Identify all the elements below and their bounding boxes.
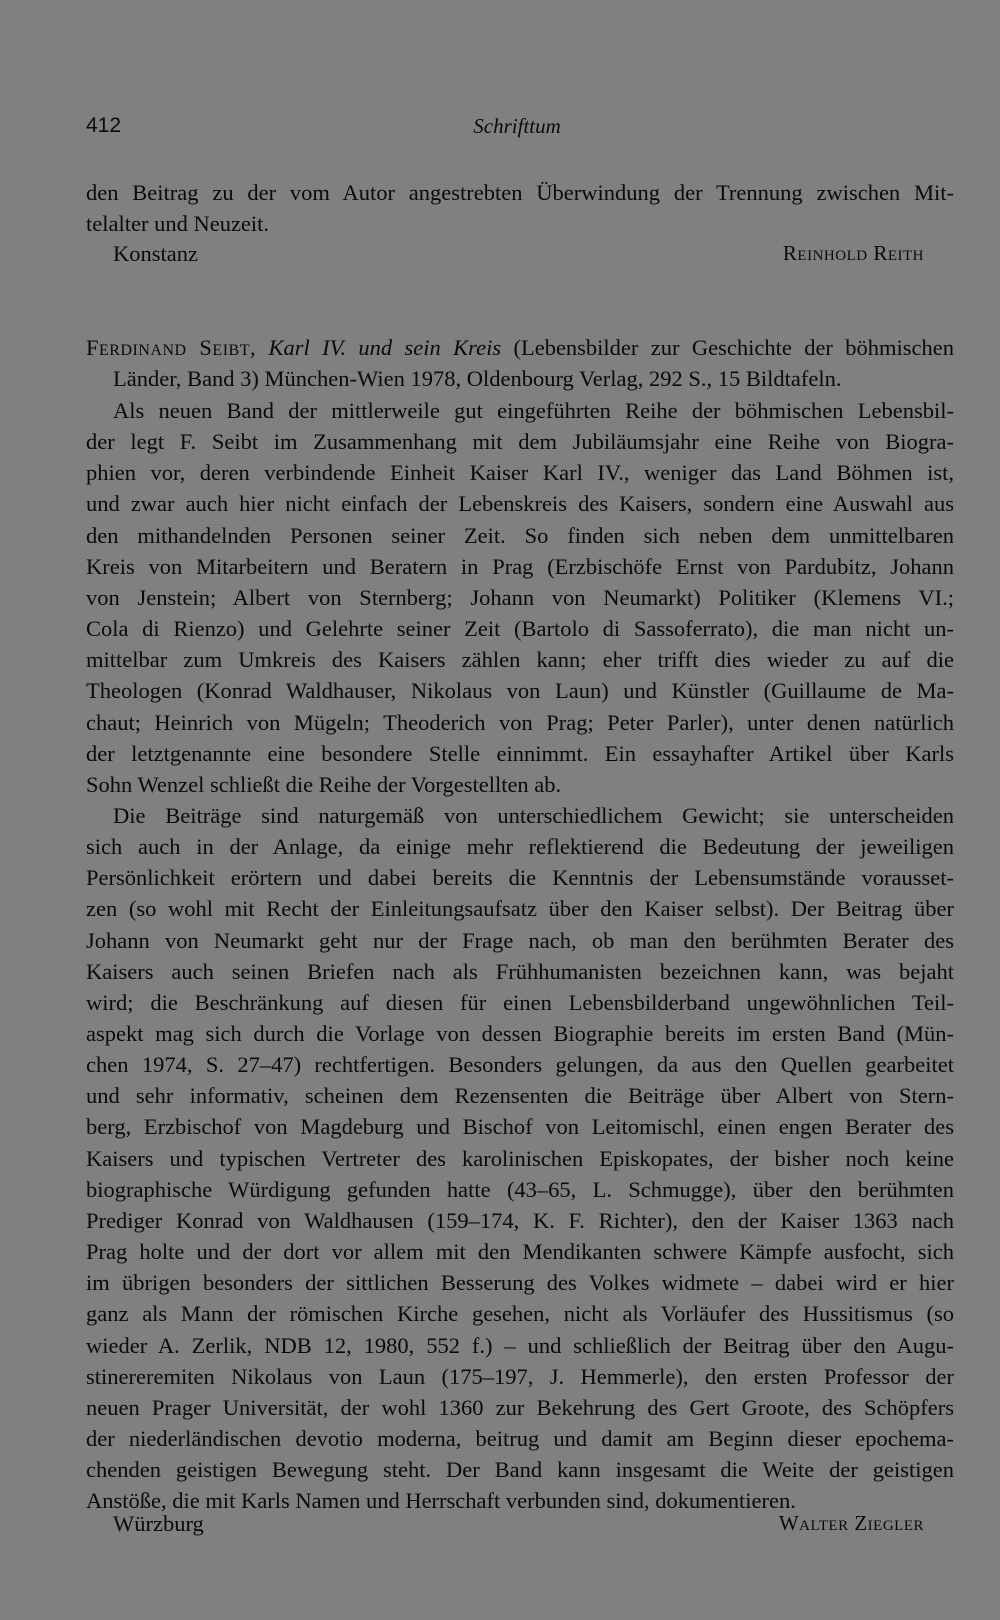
body-line: Kreis von Mitarbeitern und Beratern in Prag (Erzbischöfe Ernst von Pardubitz, Johann bbox=[86, 554, 954, 579]
page-number: 412 bbox=[86, 114, 122, 137]
review-author: Ferdinand Seibt, bbox=[86, 335, 257, 360]
review1-place: Konstanz bbox=[113, 241, 198, 266]
body-line: chenden geistigen Bewegung steht. Der Band kann insgesamt die Weite der geistigen bbox=[86, 1457, 954, 1482]
body-line: Kaisers auch seinen Briefen nach als Frühhumanisten bezeichnen kann, was bejaht bbox=[86, 959, 954, 984]
body-line: Anstöße, die mit Karls Namen und Herrschaft verbunden sind, dokumentieren. bbox=[86, 1488, 796, 1513]
biblio-line-2: Länder, Band 3) München-Wien 1978, Oldenbourg Verlag, 292 S., 15 Bildtafeln. bbox=[113, 366, 842, 391]
body-line: berg, Erzbischof von Magdeburg und Bischof von Leitomischl, einen engen Berater des bbox=[86, 1114, 954, 1139]
body-line: chaut; Heinrich von Mügeln; Theoderich von Prag; Peter Parler), unter denen natürlich bbox=[86, 710, 954, 735]
body-line: aspekt mag sich durch die Vorlage von dessen Biographie bereits im ersten Band (Mün- bbox=[86, 1021, 954, 1046]
review-series: (Lebensbilder zur Geschichte der böhmischen bbox=[513, 335, 955, 360]
review-place: Würzburg bbox=[113, 1511, 204, 1536]
review-book-title: Karl IV. und sein Kreis bbox=[268, 335, 502, 360]
body-line: Prediger Konrad von Waldhausen (159–174, K. F. Richter), den der Kaiser 1363 nach bbox=[86, 1208, 954, 1233]
body-line: zen (so wohl mit Recht der Einleitungsaufsatz über den Kaiser selbst). Der Beitrag über bbox=[86, 896, 954, 921]
page-header bbox=[86, 114, 948, 144]
body-line: und sehr informativ, scheinen dem Rezensenten die Beiträge über Albert von Stern- bbox=[86, 1083, 954, 1108]
body-line: Prag holte und der dort vor allem mit den Mendikanten schwere Kämpfe ausfocht, sich bbox=[86, 1239, 954, 1264]
body-line: Kaisers und typischen Vertreter des karolinischen Episkopates, der bisher noch keine bbox=[86, 1146, 954, 1171]
body-line: sich auch in der Anlage, da einige mehr reflektierend die Bedeutung der jeweiligen bbox=[86, 834, 954, 859]
body-line: der legt F. Seibt im Zusammenhang mit dem Jubiläumsjahr eine Reihe von Biogra- bbox=[86, 429, 954, 454]
review1-line: telalter und Neuzeit. bbox=[86, 211, 270, 236]
review-signature: Walter Ziegler bbox=[778, 1511, 924, 1535]
body-line: chen 1974, S. 27–47) rechtfertigen. Besonders gelungen, da aus den Quellen gearbeitet bbox=[86, 1052, 954, 1077]
body-line: Johann von Neumarkt geht nur der Frage nach, ob man den berühmten Berater des bbox=[86, 928, 954, 953]
body-line: biographische Würdigung gefunden hatte (43–65, L. Schmugge), über den berühmten bbox=[86, 1177, 954, 1202]
body-line: Sohn Wenzel schließt die Reihe der Vorgestellten ab. bbox=[86, 772, 562, 797]
body-line: stinereremiten Nikolaus von Laun (175–197, J. Hemmerle), den ersten Professor der bbox=[86, 1364, 954, 1389]
biblio-line-1 bbox=[86, 333, 954, 363]
body-line: von Jenstein; Albert von Sternberg; Johann von Neumarkt) Politiker (Klemens VI.; bbox=[86, 585, 954, 610]
body-line: Persönlichkeit erörtern und dabei bereits die Kenntnis der Lebensumstände vorausset- bbox=[86, 865, 954, 890]
body-line: Die Beiträge sind naturgemäß von unterschiedlichem Gewicht; sie unterscheiden bbox=[113, 803, 954, 828]
body-line: Theologen (Konrad Waldhauser, Nikolaus von Laun) und Künstler (Guillaume de Ma- bbox=[86, 678, 954, 703]
body-line: Als neuen Band der mittlerweile gut eingeführten Reihe der böhmischen Lebensbil- bbox=[113, 398, 954, 423]
body-line: mittelbar zum Umkreis des Kaisers zählen kann; eher trifft dies wieder zu auf die bbox=[86, 647, 954, 672]
review1-line: den Beitrag zu der vom Autor angestrebten Überwindung der Trennung zwischen Mit- bbox=[86, 180, 954, 205]
body-line: ganz als Mann der römischen Kirche gesehen, nicht als Vorläufer des Hussitismus (so bbox=[86, 1301, 954, 1326]
review1-author: Reinhold Reith bbox=[782, 241, 924, 265]
body-line: und zwar auch hier nicht einfach der Lebenskreis des Kaisers, sondern eine Auswahl aus bbox=[86, 491, 954, 516]
body-line: phien vor, deren verbindende Einheit Kaiser Karl IV., weniger das Land Böhmen ist, bbox=[86, 460, 954, 485]
body-line: wieder A. Zerlik, NDB 12, 1980, 552 f.) – und schließlich der Beitrag über den Augu- bbox=[86, 1333, 954, 1358]
body-line: neuen Prager Universität, der wohl 1360 zur Bekehrung des Gert Groote, des Schöpfers bbox=[86, 1395, 954, 1420]
body-line: der letztgenannte eine besondere Stelle einnimmt. Ein essayhafter Artikel über Karls bbox=[86, 741, 954, 766]
body-line: wird; die Beschränkung auf diesen für einen Lebensbilderband ungewöhnlichen Teil- bbox=[86, 990, 954, 1015]
body-line: Cola di Rienzo) und Gelehrte seiner Zeit (Bartolo di Sassoferrato), die man nicht un- bbox=[86, 616, 954, 641]
body-line: den mithandelnden Personen seiner Zeit. So finden sich neben dem unmittelbaren bbox=[86, 523, 954, 548]
running-head: Schrifttum bbox=[473, 114, 561, 138]
body-line: der niederländischen devotio moderna, beitrug und damit am Beginn dieser epochema- bbox=[86, 1426, 954, 1451]
body-line: im übrigen besonders der sittlichen Besserung des Volkes widmete – dabei wird er hier bbox=[86, 1270, 954, 1295]
